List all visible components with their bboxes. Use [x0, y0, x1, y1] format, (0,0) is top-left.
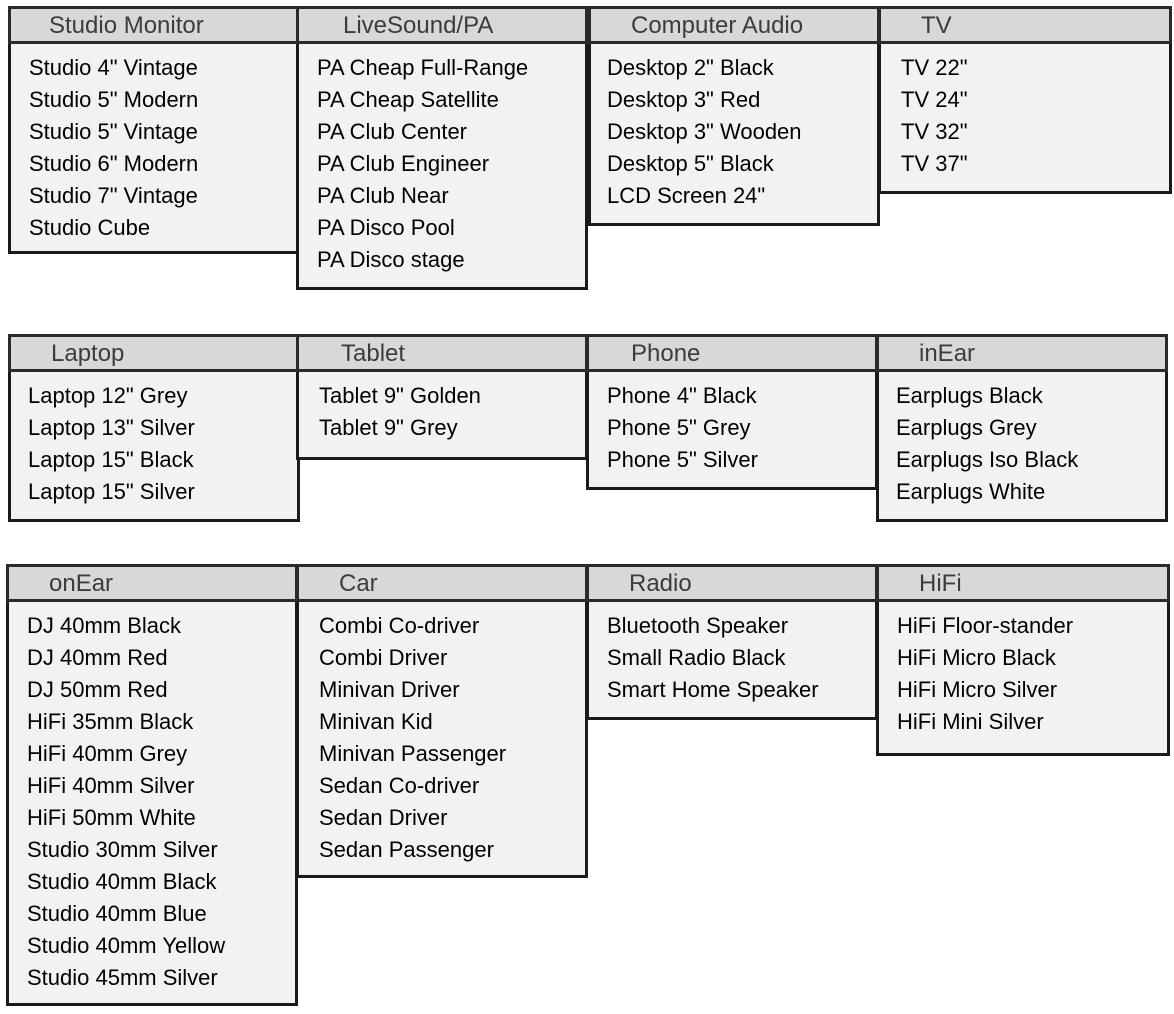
list-item: Combi Driver [319, 645, 448, 670]
list-item: Studio 40mm Black [27, 869, 217, 894]
category-title: Radio [629, 570, 692, 597]
category-header [296, 6, 588, 44]
category-box [876, 564, 1170, 756]
category-list [586, 372, 878, 490]
category-title: HiFi [919, 570, 962, 597]
list-item: HiFi 40mm Silver [27, 773, 195, 798]
list-item: TV 37" [901, 151, 968, 176]
list-item: TV 32" [901, 119, 968, 144]
list-item: Laptop 13" Silver [28, 415, 195, 440]
list-item: Laptop 12" Grey [28, 383, 188, 408]
list-item: Combi Co-driver [319, 613, 480, 638]
list-item: Phone 5" Silver [607, 447, 758, 472]
list-item: Studio 4" Vintage [29, 55, 198, 80]
list-item: HiFi 35mm Black [27, 709, 194, 734]
category-title: LiveSound/PA [343, 12, 494, 39]
list-item: PA Club Engineer [317, 151, 490, 176]
list-item: TV 24" [901, 87, 968, 112]
list-item: LCD Screen 24" [607, 183, 766, 208]
category-title: Car [339, 570, 378, 597]
category-box [296, 564, 588, 878]
list-item: Minivan Driver [319, 677, 460, 702]
list-item: Earplugs Black [896, 383, 1043, 408]
category-header [6, 564, 298, 602]
category-box [588, 6, 880, 226]
list-item: Studio 5" Modern [29, 87, 199, 112]
list-item: PA Cheap Full-Range [317, 55, 529, 80]
list-item: DJ 40mm Black [27, 613, 182, 638]
list-item: PA Club Near [317, 183, 449, 208]
list-item: TV 22" [901, 55, 968, 80]
list-item: Studio 5" Vintage [29, 119, 198, 144]
category-list [876, 372, 1168, 522]
category-header [588, 6, 880, 44]
list-item: Minivan Passenger [319, 741, 507, 766]
category-box [586, 334, 878, 490]
category-title: Computer Audio [631, 12, 804, 39]
category-title: Studio Monitor [49, 12, 204, 39]
list-item: DJ 40mm Red [27, 645, 168, 670]
list-item: Studio 40mm Yellow [27, 933, 226, 958]
category-box [8, 334, 300, 522]
category-header [296, 564, 588, 602]
list-item: Studio 7" Vintage [29, 183, 198, 208]
list-item: Phone 5" Grey [607, 415, 751, 440]
category-header [8, 6, 300, 44]
list-item: Sedan Co-driver [319, 773, 480, 798]
list-item: Sedan Passenger [319, 837, 494, 862]
list-item: DJ 50mm Red [27, 677, 168, 702]
list-item: HiFi 40mm Grey [27, 741, 188, 766]
list-item: Desktop 5" Black [607, 151, 774, 176]
list-item: Tablet 9" Golden [319, 383, 481, 408]
list-item: Laptop 15" Silver [28, 479, 195, 504]
list-item: Earplugs Iso Black [896, 447, 1079, 472]
list-item: Sedan Driver [319, 805, 448, 830]
list-item: Desktop 2" Black [607, 55, 774, 80]
list-item: Laptop 15" Black [28, 447, 194, 472]
category-box [8, 6, 300, 254]
category-list [878, 44, 1172, 194]
list-item: Studio Cube [29, 215, 151, 240]
category-box [296, 6, 588, 290]
list-item: PA Cheap Satellite [317, 87, 499, 112]
list-item: Desktop 3" Red [607, 87, 761, 112]
list-item: Earplugs White [896, 479, 1046, 504]
category-header [296, 334, 588, 372]
list-item: Earplugs Grey [896, 415, 1037, 440]
list-item: Tablet 9" Grey [319, 415, 458, 440]
list-item: Phone 4" Black [607, 383, 757, 408]
category-header [586, 564, 878, 602]
list-item: HiFi 50mm White [27, 805, 196, 830]
list-item: Studio 30mm Silver [27, 837, 218, 862]
category-box [878, 6, 1172, 194]
category-list [296, 44, 588, 290]
category-box [6, 564, 298, 1006]
list-item: HiFi Floor-stander [897, 613, 1074, 638]
category-header [876, 334, 1168, 372]
list-item: HiFi Micro Black [897, 645, 1056, 670]
category-box [296, 334, 588, 460]
category-box [586, 564, 878, 720]
category-list [6, 602, 298, 1006]
list-item: Desktop 3" Wooden [607, 119, 802, 144]
list-item: PA Disco Pool [317, 215, 455, 240]
list-item: PA Disco stage [317, 247, 465, 272]
category-list [8, 372, 300, 522]
category-header [878, 6, 1172, 44]
list-item: Smart Home Speaker [607, 677, 819, 702]
category-header [8, 334, 300, 372]
category-title: Phone [631, 340, 701, 367]
category-title: Laptop [51, 340, 125, 367]
category-box [876, 334, 1168, 522]
category-list [876, 602, 1170, 756]
list-item: Studio 6" Modern [29, 151, 199, 176]
list-item: Studio 40mm Blue [27, 901, 207, 926]
category-list [588, 44, 880, 226]
list-item: HiFi Micro Silver [897, 677, 1058, 702]
category-list [8, 44, 300, 254]
list-item: Small Radio Black [607, 645, 786, 670]
list-item: PA Club Center [317, 119, 468, 144]
category-header [876, 564, 1170, 602]
category-list [296, 372, 588, 460]
list-item: Minivan Kid [319, 709, 433, 734]
category-list [296, 602, 588, 878]
category-list [586, 602, 878, 720]
list-item: Bluetooth Speaker [607, 613, 789, 638]
category-header [586, 334, 878, 372]
category-title: Tablet [341, 340, 406, 367]
list-item: HiFi Mini Silver [897, 709, 1044, 734]
category-title: TV [921, 12, 952, 39]
category-title: inEar [919, 340, 976, 367]
category-title: onEar [49, 570, 114, 597]
list-item: Studio 45mm Silver [27, 965, 218, 990]
